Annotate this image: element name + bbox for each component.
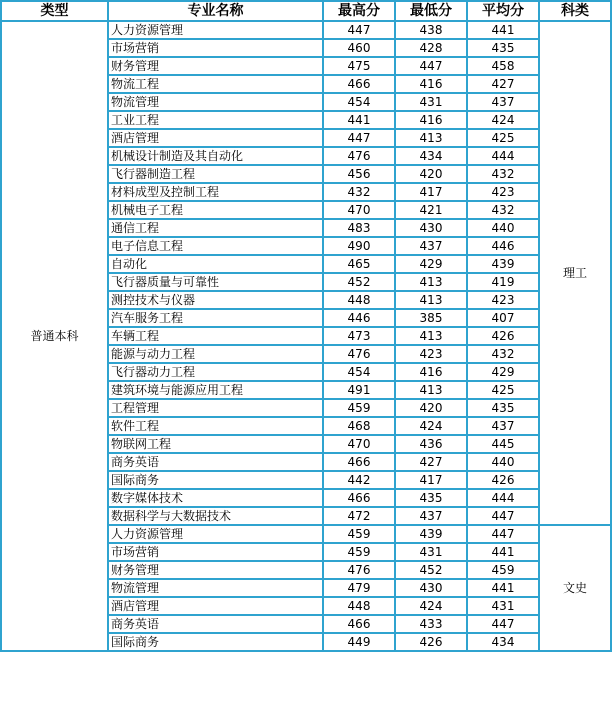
header-max: 最高分 — [323, 1, 395, 21]
max-score-cell: 470 — [323, 201, 395, 219]
max-score-cell: 459 — [323, 399, 395, 417]
min-score-cell: 429 — [395, 255, 467, 273]
avg-score-cell: 439 — [467, 255, 539, 273]
min-score-cell: 437 — [395, 237, 467, 255]
min-score-cell: 385 — [395, 309, 467, 327]
max-score-cell: 491 — [323, 381, 395, 399]
major-name-cell: 财务管理 — [108, 561, 323, 579]
min-score-cell: 421 — [395, 201, 467, 219]
avg-score-cell: 425 — [467, 129, 539, 147]
major-name-cell: 酒店管理 — [108, 129, 323, 147]
avg-score-cell: 432 — [467, 165, 539, 183]
table-row — [1, 21, 611, 39]
min-score-cell: 447 — [395, 57, 467, 75]
min-score-cell: 431 — [395, 543, 467, 561]
header-row — [1, 1, 611, 21]
major-name-cell: 财务管理 — [108, 57, 323, 75]
header-subject: 科类 — [539, 1, 611, 21]
avg-score-cell: 441 — [467, 21, 539, 39]
min-score-cell: 420 — [395, 399, 467, 417]
max-score-cell: 452 — [323, 273, 395, 291]
major-name-cell: 市场营销 — [108, 39, 323, 57]
subject-cell: 理工 — [539, 21, 611, 525]
min-score-cell: 430 — [395, 579, 467, 597]
avg-score-cell: 424 — [467, 111, 539, 129]
min-score-cell: 416 — [395, 75, 467, 93]
max-score-cell: 454 — [323, 93, 395, 111]
avg-score-cell: 440 — [467, 219, 539, 237]
major-name-cell: 酒店管理 — [108, 597, 323, 615]
header-type: 类型 — [1, 1, 108, 21]
major-name-cell: 建筑环境与能源应用工程 — [108, 381, 323, 399]
major-name-cell: 人力资源管理 — [108, 21, 323, 39]
major-name-cell: 能源与动力工程 — [108, 345, 323, 363]
max-score-cell: 473 — [323, 327, 395, 345]
avg-score-cell: 426 — [467, 471, 539, 489]
avg-score-cell: 431 — [467, 597, 539, 615]
max-score-cell: 476 — [323, 147, 395, 165]
avg-score-cell: 441 — [467, 543, 539, 561]
max-score-cell: 448 — [323, 291, 395, 309]
avg-score-cell: 423 — [467, 183, 539, 201]
max-score-cell: 465 — [323, 255, 395, 273]
major-name-cell: 人力资源管理 — [108, 525, 323, 543]
min-score-cell: 420 — [395, 165, 467, 183]
max-score-cell: 454 — [323, 363, 395, 381]
min-score-cell: 436 — [395, 435, 467, 453]
avg-score-cell: 419 — [467, 273, 539, 291]
major-name-cell: 商务英语 — [108, 453, 323, 471]
min-score-cell: 413 — [395, 129, 467, 147]
major-name-cell: 数据科学与大数据技术 — [108, 507, 323, 525]
min-score-cell: 417 — [395, 471, 467, 489]
subject-cell: 文史 — [539, 525, 611, 651]
avg-score-cell: 446 — [467, 237, 539, 255]
avg-score-cell: 447 — [467, 615, 539, 633]
min-score-cell: 433 — [395, 615, 467, 633]
avg-score-cell: 425 — [467, 381, 539, 399]
avg-score-cell: 444 — [467, 147, 539, 165]
major-name-cell: 工业工程 — [108, 111, 323, 129]
avg-score-cell: 441 — [467, 579, 539, 597]
header-min: 最低分 — [395, 1, 467, 21]
major-name-cell: 飞行器动力工程 — [108, 363, 323, 381]
max-score-cell: 459 — [323, 543, 395, 561]
min-score-cell: 416 — [395, 111, 467, 129]
max-score-cell: 470 — [323, 435, 395, 453]
major-name-cell: 机械电子工程 — [108, 201, 323, 219]
max-score-cell: 466 — [323, 489, 395, 507]
major-name-cell: 数字媒体技术 — [108, 489, 323, 507]
major-name-cell: 工程管理 — [108, 399, 323, 417]
major-name-cell: 物流管理 — [108, 579, 323, 597]
max-score-cell: 468 — [323, 417, 395, 435]
major-name-cell: 电子信息工程 — [108, 237, 323, 255]
min-score-cell: 424 — [395, 597, 467, 615]
max-score-cell: 432 — [323, 183, 395, 201]
type-cell: 普通本科 — [1, 21, 108, 651]
major-name-cell: 车辆工程 — [108, 327, 323, 345]
min-score-cell: 413 — [395, 381, 467, 399]
max-score-cell: 466 — [323, 453, 395, 471]
max-score-cell: 460 — [323, 39, 395, 57]
major-name-cell: 材料成型及控制工程 — [108, 183, 323, 201]
major-name-cell: 飞行器制造工程 — [108, 165, 323, 183]
min-score-cell: 428 — [395, 39, 467, 57]
major-name-cell: 自动化 — [108, 255, 323, 273]
avg-score-cell: 459 — [467, 561, 539, 579]
avg-score-cell: 427 — [467, 75, 539, 93]
min-score-cell: 435 — [395, 489, 467, 507]
avg-score-cell: 447 — [467, 525, 539, 543]
max-score-cell: 442 — [323, 471, 395, 489]
max-score-cell: 476 — [323, 561, 395, 579]
header-major: 专业名称 — [108, 1, 323, 21]
max-score-cell: 490 — [323, 237, 395, 255]
min-score-cell: 430 — [395, 219, 467, 237]
max-score-cell: 441 — [323, 111, 395, 129]
major-name-cell: 汽车服务工程 — [108, 309, 323, 327]
major-name-cell: 市场营销 — [108, 543, 323, 561]
major-name-cell: 物流管理 — [108, 93, 323, 111]
min-score-cell: 424 — [395, 417, 467, 435]
major-name-cell: 国际商务 — [108, 471, 323, 489]
header-avg: 平均分 — [467, 1, 539, 21]
avg-score-cell: 434 — [467, 633, 539, 651]
min-score-cell: 413 — [395, 291, 467, 309]
avg-score-cell: 458 — [467, 57, 539, 75]
min-score-cell: 413 — [395, 273, 467, 291]
major-name-cell: 通信工程 — [108, 219, 323, 237]
major-name-cell: 飞行器质量与可靠性 — [108, 273, 323, 291]
min-score-cell: 452 — [395, 561, 467, 579]
max-score-cell: 446 — [323, 309, 395, 327]
avg-score-cell: 407 — [467, 309, 539, 327]
min-score-cell: 426 — [395, 633, 467, 651]
min-score-cell: 416 — [395, 363, 467, 381]
avg-score-cell: 437 — [467, 93, 539, 111]
avg-score-cell: 435 — [467, 39, 539, 57]
max-score-cell: 447 — [323, 21, 395, 39]
avg-score-cell: 444 — [467, 489, 539, 507]
max-score-cell: 479 — [323, 579, 395, 597]
max-score-cell: 476 — [323, 345, 395, 363]
avg-score-cell: 432 — [467, 345, 539, 363]
min-score-cell: 423 — [395, 345, 467, 363]
major-name-cell: 软件工程 — [108, 417, 323, 435]
max-score-cell: 447 — [323, 129, 395, 147]
major-name-cell: 测控技术与仪器 — [108, 291, 323, 309]
major-name-cell: 国际商务 — [108, 633, 323, 651]
avg-score-cell: 447 — [467, 507, 539, 525]
max-score-cell: 472 — [323, 507, 395, 525]
avg-score-cell: 440 — [467, 453, 539, 471]
major-name-cell: 商务英语 — [108, 615, 323, 633]
max-score-cell: 449 — [323, 633, 395, 651]
table-body — [1, 21, 611, 651]
max-score-cell: 475 — [323, 57, 395, 75]
major-name-cell: 机械设计制造及其自动化 — [108, 147, 323, 165]
avg-score-cell: 435 — [467, 399, 539, 417]
avg-score-cell: 426 — [467, 327, 539, 345]
min-score-cell: 427 — [395, 453, 467, 471]
avg-score-cell: 432 — [467, 201, 539, 219]
avg-score-cell: 445 — [467, 435, 539, 453]
min-score-cell: 417 — [395, 183, 467, 201]
min-score-cell: 437 — [395, 507, 467, 525]
max-score-cell: 466 — [323, 75, 395, 93]
max-score-cell: 448 — [323, 597, 395, 615]
avg-score-cell: 423 — [467, 291, 539, 309]
max-score-cell: 466 — [323, 615, 395, 633]
max-score-cell: 456 — [323, 165, 395, 183]
min-score-cell: 438 — [395, 21, 467, 39]
min-score-cell: 439 — [395, 525, 467, 543]
avg-score-cell: 429 — [467, 363, 539, 381]
min-score-cell: 431 — [395, 93, 467, 111]
min-score-cell: 413 — [395, 327, 467, 345]
major-name-cell: 物流工程 — [108, 75, 323, 93]
max-score-cell: 483 — [323, 219, 395, 237]
major-name-cell: 物联网工程 — [108, 435, 323, 453]
avg-score-cell: 437 — [467, 417, 539, 435]
min-score-cell: 434 — [395, 147, 467, 165]
max-score-cell: 459 — [323, 525, 395, 543]
